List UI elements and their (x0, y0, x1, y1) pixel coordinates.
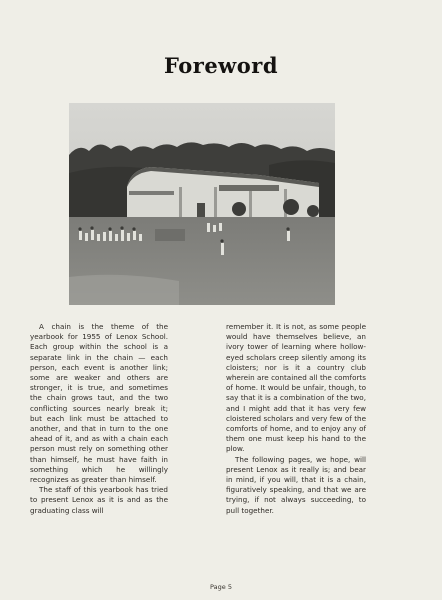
photo-illustration (69, 103, 335, 305)
foreword-paragraph-2: The staff of this yearbook has tried to present Lenox as it is and as the graduating class will (30, 485, 168, 515)
foreword-paragraph-1: A chain is the theme of the yearbook for 1955 of Lenox School. Each group within the school is a separate link in the chain — each person, each event is another link; some are weaker and others are stronger, it is true, and sometimes the chain grows taut, and the two conflicting sources nearly break it; but each link must be attached to another, and that in turn to the one ahead of it, and as with a chain each person must rely on something other than himself, he must have faith in something which he willingly recognizes as greater than himself. (30, 322, 168, 485)
foreword-column-left (30, 322, 168, 516)
foreword-paragraph-3: The following pages, we hope, will present Lenox as it really is; and bear in mind, if you will, that it is a chain, figuratively speaking, and that we are trying, if not always succeeding, to pull together. (226, 454, 366, 515)
foreword-column-right (226, 322, 366, 516)
foreword-paragraph-continued: remember it. It is not, as some people would have themselves believe, an ivory tower of learning where hollow-eyed scholars creep silently among its cloisters; nor is it a country club wherein are contained all the comforts of home. It would be unfair, though, to say that it is a combination of the two, and I might add that it has very few cloistered scholars and very few of the comforts of home, and to enjoy any of them one must keep his hand to the plow. (226, 322, 366, 454)
page-title: Foreword (163, 53, 279, 78)
gymnasium-photo (69, 103, 335, 305)
page-number: Page 5 (210, 583, 232, 591)
